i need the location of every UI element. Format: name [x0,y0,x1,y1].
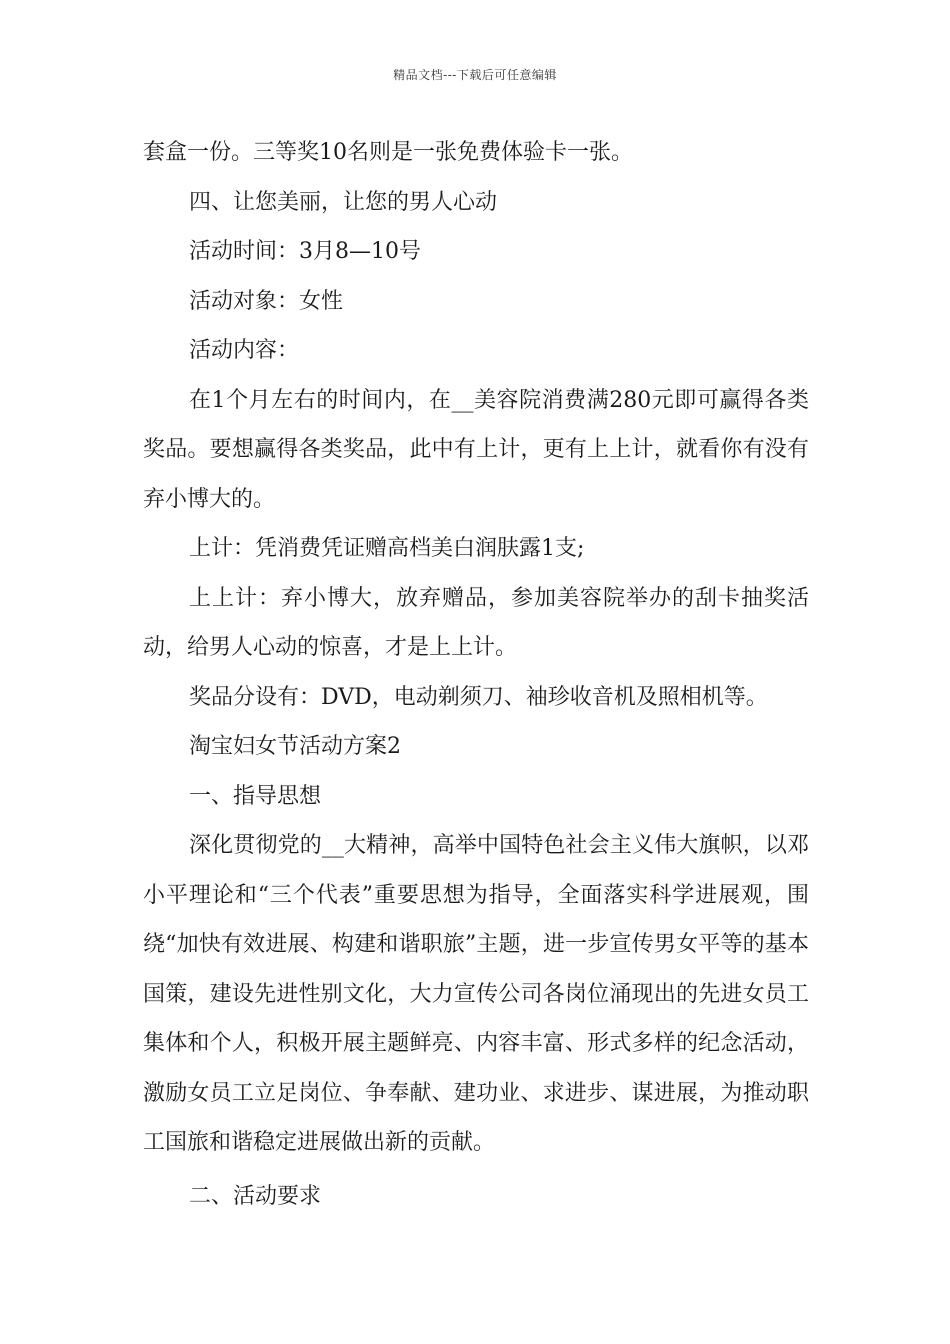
section-heading: 二、活动要求 [189,1183,322,1209]
paragraph: 活动时间：3月8—10号 [189,239,421,264]
paragraph: 活动对象：女性 [189,288,344,314]
paragraph: 在1个月左右的时间内，在__美容院消费满280元即可赢得各类奖品。要想赢得各类奖品，此中有上计，更有上上计，就看你有没有弃小博大的。 [143,387,809,512]
paragraph: 上计：凭消费凭证赠高档美白润肤露1支; [189,536,585,561]
paragraph: 深化贯彻党的__大精神，高举中国特色社会主义伟大旗帜，以邓小平理论和“三个代表”重要思想为指导，全面落实科学进展观，围绕“加快有效进展、构建和谐职旅”主题，进一步宣传男女平等的基本国策，建设先进性别文化，大力宣传公司各岗位涌现出的先进女员工集体和个人，积极开展主题鲜亮、内容丰富、形式多样的纪念活动，激励女员工立足岗位、争奉献、建功业、求进步、谋进展，为推动职工国旅和谐稳定进展做出新的贡献。 [143,833,809,1155]
paragraph: 套盒一份。三等奖10名则是一张免费体验卡一张。 [143,140,633,165]
document-body [143,128,809,1221]
page-header: 精品文档---下载后可任意编辑 [393,68,557,82]
section-heading: 四、让您美丽，让您的男人心动 [189,189,498,215]
paragraph: 上上计：弃小博大，放弃赠品，参加美容院举办的刮卡抽奖活动，给男人心动的惊喜，才是上上计。 [143,585,809,660]
section-heading: 一、指导思想 [189,783,322,809]
paragraph: 活动内容： [189,338,300,363]
paragraph: 奖品分设有：DVD，电动剃须刀、袖珍收音机及照相机等。 [189,684,768,710]
document-subtitle: 淘宝妇女节活动方案2 [189,734,401,759]
